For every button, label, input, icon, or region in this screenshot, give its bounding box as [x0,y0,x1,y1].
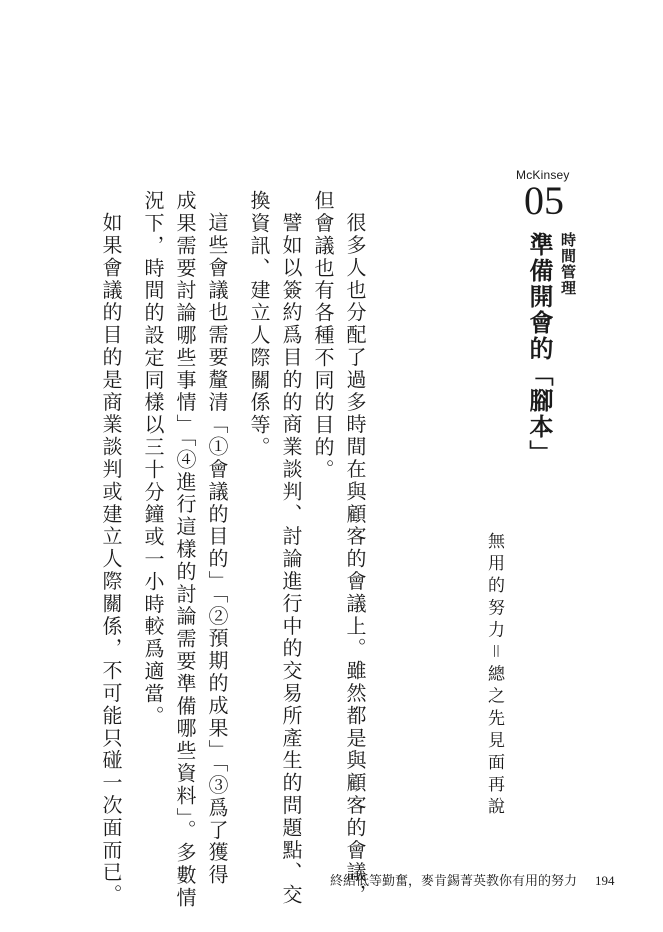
section-subtitle: 無用的努力＝總之先見面再說 [484,532,504,820]
body-column-2: 但會議也有各種不同的目的。 [311,190,335,482]
body-column-1: 很多人也分配了過多時間在與顧客的會議上。雖然都是與顧客的會議， [343,212,367,907]
chapter-title: 準備開會的「腳本」 [525,232,554,466]
body-column-6: 成果需要討論哪些事情」「④進行這樣的討論需要準備哪些資料」。多數情 [173,190,197,910]
brand-label: McKinsey [516,168,570,182]
body-column-8: 如果會議的目的是商業談判或建立人際關係，不可能只碰一次面而已。 [99,212,123,907]
body-column-3: 譬如以簽約爲目的的商業談判、討論進行中的交易所產生的問題點、交 [279,212,303,907]
footer-book-title: 終結低等勤奮，麥肯錫菁英教你有用的努力 [330,874,578,889]
running-footer [330,870,615,889]
body-column-5: 這些會議也需要釐清「①會議的目的」「②預期的成果」「③爲了獲得 [205,212,229,887]
page-number: 194 [595,873,615,888]
chapter-category: 時間管理 [559,232,577,296]
body-column-7: 況下，時間的設定同樣以三十分鐘或一小時較爲適當。 [141,190,165,728]
chapter-number: 05 [524,178,564,223]
body-column-4: 換資訊、建立人際關係等。 [247,190,271,459]
